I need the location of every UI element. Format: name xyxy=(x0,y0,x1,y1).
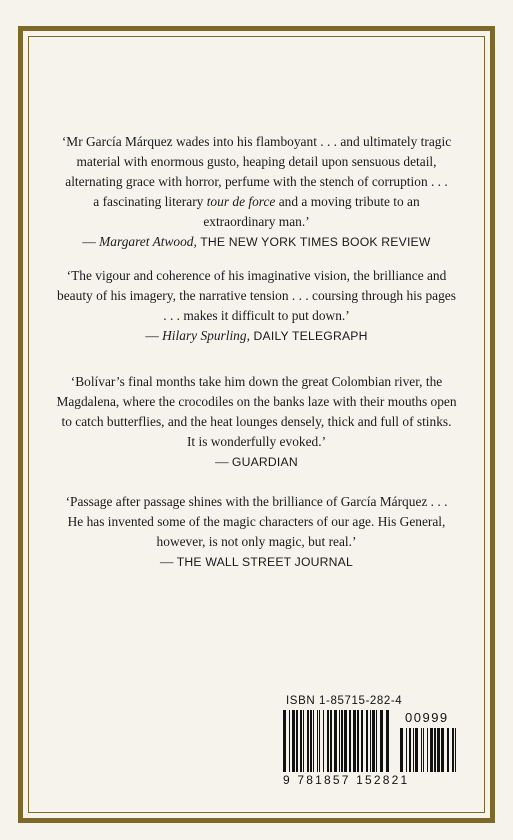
barcode-bar xyxy=(330,710,332,772)
barcode-bar xyxy=(339,710,340,772)
barcode-bar xyxy=(370,710,371,772)
review-line: ‘Passage after passage shines with the brilliance of García Márquez . . . xyxy=(65,494,448,509)
barcode-bar xyxy=(376,710,377,772)
attribution-dash: — xyxy=(215,454,232,469)
review-attribution xyxy=(40,552,473,572)
review-line: ‘The vigour and coherence of his imaginative vision, the brilliance and xyxy=(66,268,447,283)
barcode-bar xyxy=(413,728,414,772)
barcode-bar xyxy=(310,710,312,772)
review-line: alternating grace with horror, perfume with the stench of corruption . . . xyxy=(65,174,448,189)
attribution-publication: GUARDIAN xyxy=(231,455,298,469)
barcode-bar xyxy=(434,728,436,772)
review-line: material with enormous gusto, heaping detail upon sensuous detail, xyxy=(76,154,437,169)
attribution-name: Hilary Spurling, xyxy=(162,328,250,343)
barcode-bar xyxy=(349,710,351,772)
review-line: It is wonderfully evoked.’ xyxy=(186,434,327,449)
review-line: ‘Bolívar’s final months take him down the great Colombian river, the xyxy=(70,374,443,389)
addon-barcode xyxy=(400,728,456,772)
barcode-bar xyxy=(415,728,418,772)
review-line: He has invented some of the magic characters of our age. His General, xyxy=(67,514,446,529)
barcode-bar xyxy=(317,710,318,772)
review-line: beauty of his imagery, the narrative tension . . . coursing through his pages xyxy=(57,288,456,303)
review-quote-wsj xyxy=(40,492,473,572)
barcode-bar xyxy=(323,710,324,772)
review-attribution xyxy=(40,326,473,346)
barcode-bar xyxy=(406,728,407,772)
review-attribution xyxy=(40,452,473,472)
barcode-bar xyxy=(400,728,403,772)
review-quote-atwood xyxy=(40,132,473,252)
barcode-bar xyxy=(386,710,389,772)
barcode-bar xyxy=(289,710,290,772)
barcode-bar xyxy=(357,710,359,772)
barcode-bar xyxy=(319,710,320,772)
review-line: Magdalena, where the crocodiles on the banks laze with their mouths open xyxy=(56,394,457,409)
barcode-bar xyxy=(452,728,454,772)
barcode-bar xyxy=(292,710,295,772)
attribution-dash: — xyxy=(145,328,163,343)
review-text: a fascinating literary xyxy=(93,194,207,209)
barcode-bar xyxy=(421,728,422,772)
barcode-bar xyxy=(366,710,368,772)
barcode-bar xyxy=(447,728,449,772)
review-line: . . . makes it difficult to put down.’ xyxy=(163,308,350,323)
attribution-publication: THE WALL STREET JOURNAL xyxy=(176,555,353,569)
attribution-dash: — xyxy=(82,234,100,249)
attribution-dash: — xyxy=(160,554,177,569)
barcode-bar xyxy=(307,710,309,772)
barcode-bar xyxy=(423,728,424,772)
barcode-bar xyxy=(296,710,298,772)
barcode-bar xyxy=(303,710,304,772)
barcode-bar xyxy=(334,710,337,772)
barcode-bar xyxy=(300,710,302,772)
review-line xyxy=(40,192,473,212)
barcode-bar xyxy=(437,728,440,772)
barcode-bar xyxy=(372,710,375,772)
review-italic-text: tour de force xyxy=(206,194,276,209)
barcode-bar xyxy=(353,710,356,772)
review-line: extraordinary man.’ xyxy=(203,214,310,229)
barcode-bar xyxy=(380,710,383,772)
attribution-publication: DAILY TELEGRAPH xyxy=(249,329,368,343)
review-text: and a moving tribute to an xyxy=(275,194,420,209)
review-quote-guardian xyxy=(40,372,473,472)
price-addon-number: 00999 xyxy=(405,710,449,725)
ean-number: 9 781857 152821 xyxy=(283,773,410,787)
barcode-bar xyxy=(341,710,343,772)
barcode-bar xyxy=(427,728,428,772)
isbn-label: ISBN 1-85715-282-4 xyxy=(286,695,403,707)
barcode-bar xyxy=(361,710,363,772)
barcode-bar xyxy=(441,728,444,772)
barcode-bar xyxy=(430,728,433,772)
review-quote-spurling xyxy=(40,266,473,346)
barcode-bar xyxy=(327,710,329,772)
review-line: ‘Mr García Márquez wades into his flamboyant . . . and ultimately tragic xyxy=(61,134,452,149)
barcode-bar xyxy=(409,728,411,772)
barcode-bar xyxy=(313,710,314,772)
attribution-publication: THE NEW YORK TIMES BOOK REVIEW xyxy=(196,235,431,249)
attribution-name: Margaret Atwood, xyxy=(99,234,197,249)
barcode-bar xyxy=(283,710,286,772)
review-line: however, is not only magic, but real.’ xyxy=(156,534,357,549)
barcode-bar xyxy=(455,728,456,772)
ean-barcode xyxy=(283,710,391,772)
barcode-bar xyxy=(344,710,347,772)
review-line: to catch butterflies, and the heat lounges densely, thick and full of stinks. xyxy=(61,414,452,429)
review-attribution xyxy=(40,232,473,252)
